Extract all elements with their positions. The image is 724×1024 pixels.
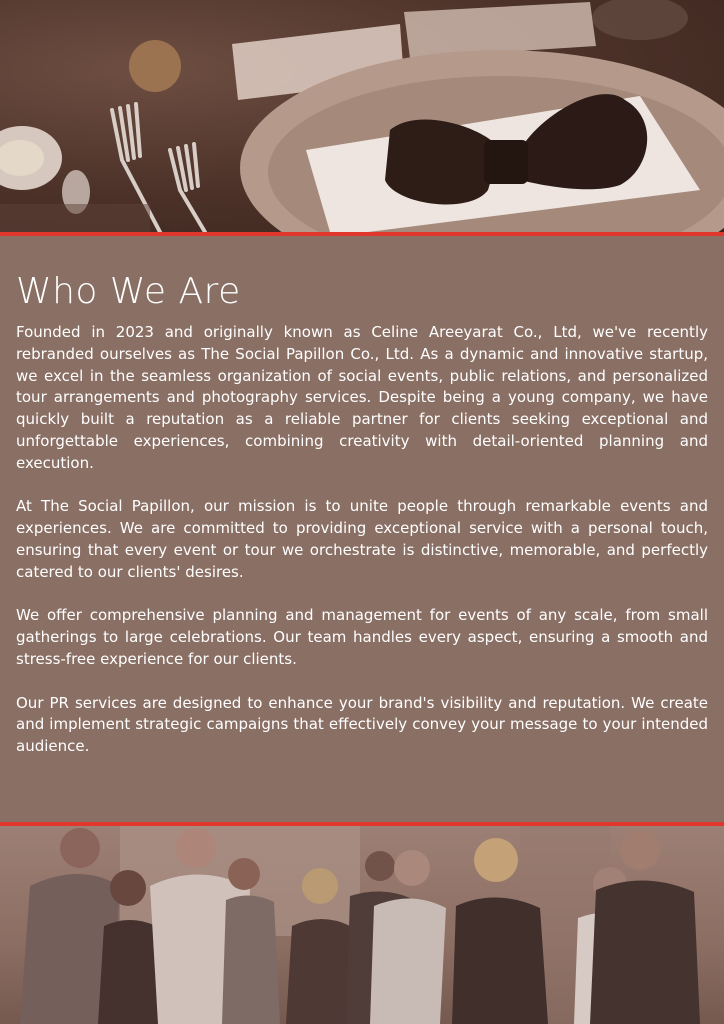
paragraph-history: Founded in 2023 and originally known as Celine Areeyarat Co., Ltd, we've recently rebranded ourselves as The Social Papillon Co., Ltd. As a dynamic and innovative startup, we excel in the seamless organization of social events, public relations, and personalized tour arrangements and photography services. Despite being a young company, we have quickly built a reputation as a reliable partner for clients seeking exceptional and unforgettable experiences, combining creativity with detail-oriented planning and execution. [16,323,708,472]
event-guests-illustration [0,826,724,1024]
section-body [16,322,708,780]
paragraph-mission: At The Social Papillon, our mission is to unite people through remarkable events and experiences. We are committed to providing exceptional service with a personal touch, ensuring that every event or tour we orchestrate is distinctive, memorable, and perfectly catered to our clients' desires. [16,497,708,581]
paragraph-events: We offer comprehensive planning and management for events of any scale, from small gatherings to large celebrations. Our team handles every aspect, ensuring a smooth and stress-free experience for our clients. [16,606,708,668]
paragraph-pr: Our PR services are designed to enhance your brand's visibility and reputation. We create and implement strategic campaigns that effectively convey your message to your intended audience. [16,693,708,756]
bread-roll [129,40,181,92]
section-title: Who We Are [16,271,241,312]
glass [592,0,688,40]
place-setting-photo [0,0,724,232]
place-setting-illustration [0,0,724,232]
event-guests-photo [0,826,724,1024]
